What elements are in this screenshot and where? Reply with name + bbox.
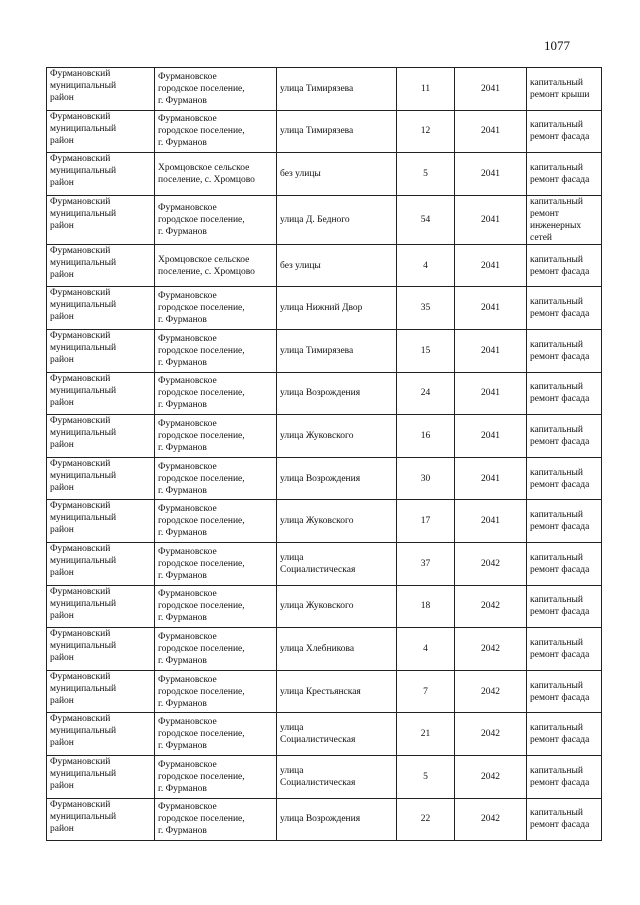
district-cell bbox=[47, 628, 155, 671]
house-number-cell bbox=[397, 68, 455, 111]
work-type-cell bbox=[527, 713, 602, 756]
settlement-cell-text: Фурмановское городское поселение, г. Фурманов bbox=[158, 418, 245, 453]
street-cell-text: улица Жуковского bbox=[280, 601, 354, 612]
work-type-cell-text: капитальный ремонт фасада bbox=[530, 339, 590, 362]
house-number-cell bbox=[397, 500, 455, 543]
settlement-cell bbox=[155, 244, 277, 287]
house-number-cell bbox=[397, 755, 455, 798]
table-row bbox=[47, 153, 602, 196]
street-cell bbox=[277, 415, 397, 458]
district-cell-text: Фурмановский муниципальный район bbox=[50, 543, 117, 578]
street-cell-text: улица Хлебникова bbox=[280, 643, 355, 654]
work-type-cell-text: капитальный ремонт фасада bbox=[530, 723, 590, 746]
settlement-cell bbox=[155, 585, 277, 628]
year-cell-text: 2041 bbox=[481, 388, 500, 399]
street-cell-text: улица Возрождения bbox=[280, 473, 361, 484]
work-type-cell-text: капитальный ремонт фасада bbox=[530, 510, 590, 533]
district-cell-text: Фурмановский муниципальный район bbox=[50, 245, 117, 280]
settlement-cell-text: Хромцовское сельское поселение, с. Хромцово bbox=[158, 254, 255, 277]
district-cell-text: Фурмановский муниципальный район bbox=[50, 288, 117, 323]
work-type-cell-text: капитальный ремонт фасада bbox=[530, 297, 590, 320]
house-number-cell bbox=[397, 585, 455, 628]
work-type-cell bbox=[527, 542, 602, 585]
settlement-cell bbox=[155, 110, 277, 153]
year-cell-text: 2041 bbox=[481, 345, 500, 356]
district-cell-text: Фурмановский муниципальный район bbox=[50, 196, 117, 231]
street-cell bbox=[277, 457, 397, 500]
work-type-cell bbox=[527, 372, 602, 415]
table-row bbox=[47, 372, 602, 415]
house-number-cell-text: 4 bbox=[423, 643, 428, 654]
street-cell-text: улица Тимирязева bbox=[280, 83, 354, 94]
table-row bbox=[47, 195, 602, 244]
year-cell-text: 2041 bbox=[481, 473, 500, 484]
street-cell bbox=[277, 500, 397, 543]
district-cell bbox=[47, 195, 155, 244]
table-row bbox=[47, 628, 602, 671]
district-cell-text: Фурмановский муниципальный район bbox=[50, 154, 117, 189]
street-cell bbox=[277, 153, 397, 196]
work-type-cell-text: капитальный ремонт крыши bbox=[530, 77, 590, 100]
work-type-cell bbox=[527, 798, 602, 841]
year-cell bbox=[455, 713, 527, 756]
street-cell-text: улица Тимирязева bbox=[280, 126, 354, 137]
district-cell bbox=[47, 670, 155, 713]
settlement-cell bbox=[155, 755, 277, 798]
table-body bbox=[47, 68, 602, 841]
page-number: 1077 bbox=[544, 38, 570, 53]
year-cell-text: 2041 bbox=[481, 516, 500, 527]
settlement-cell-text: Фурмановское городское поселение, г. Фурманов bbox=[158, 631, 245, 666]
settlement-cell bbox=[155, 287, 277, 330]
house-number-cell bbox=[397, 457, 455, 500]
table-row bbox=[47, 798, 602, 841]
settlement-cell bbox=[155, 153, 277, 196]
street-cell-text: улица Социалистическая bbox=[280, 552, 356, 575]
repair-schedule-table bbox=[46, 67, 602, 841]
house-number-cell-text: 12 bbox=[420, 126, 431, 137]
district-cell-text: Фурмановский муниципальный район bbox=[50, 671, 117, 706]
street-cell bbox=[277, 329, 397, 372]
house-number-cell bbox=[397, 372, 455, 415]
settlement-cell-text: Фурмановское городское поселение, г. Фурманов bbox=[158, 71, 245, 106]
work-type-cell-text: капитальный ремонт фасада bbox=[530, 808, 590, 831]
settlement-cell-text: Фурмановское городское поселение, г. Фурманов bbox=[158, 291, 245, 326]
work-type-cell bbox=[527, 110, 602, 153]
table-row bbox=[47, 329, 602, 372]
settlement-cell bbox=[155, 713, 277, 756]
work-type-cell bbox=[527, 585, 602, 628]
work-type-cell bbox=[527, 287, 602, 330]
settlement-cell bbox=[155, 68, 277, 111]
house-number-cell-text: 11 bbox=[420, 83, 431, 94]
year-cell bbox=[455, 542, 527, 585]
work-type-cell bbox=[527, 415, 602, 458]
table-row bbox=[47, 500, 602, 543]
year-cell-text: 2042 bbox=[481, 814, 500, 825]
table-row bbox=[47, 415, 602, 458]
year-cell bbox=[455, 372, 527, 415]
district-cell bbox=[47, 457, 155, 500]
house-number-cell bbox=[397, 244, 455, 287]
settlement-cell-text: Фурмановское городское поселение, г. Фурманов bbox=[158, 674, 245, 709]
settlement-cell bbox=[155, 329, 277, 372]
work-type-cell bbox=[527, 457, 602, 500]
house-number-cell bbox=[397, 329, 455, 372]
table-row bbox=[47, 755, 602, 798]
settlement-cell bbox=[155, 372, 277, 415]
work-type-cell bbox=[527, 329, 602, 372]
street-cell bbox=[277, 628, 397, 671]
year-cell-text: 2041 bbox=[481, 83, 500, 94]
house-number-cell-text: 22 bbox=[420, 814, 431, 825]
settlement-cell bbox=[155, 628, 277, 671]
table-row bbox=[47, 244, 602, 287]
district-cell bbox=[47, 287, 155, 330]
district-cell bbox=[47, 372, 155, 415]
year-cell bbox=[455, 500, 527, 543]
house-number-cell-text: 18 bbox=[420, 601, 431, 612]
settlement-cell bbox=[155, 542, 277, 585]
street-cell-text: улица Жуковского bbox=[280, 430, 354, 441]
street-cell bbox=[277, 244, 397, 287]
house-number-cell bbox=[397, 110, 455, 153]
district-cell bbox=[47, 415, 155, 458]
district-cell bbox=[47, 244, 155, 287]
table-row bbox=[47, 457, 602, 500]
settlement-cell-text: Фурмановское городское поселение, г. Фурманов bbox=[158, 461, 245, 496]
district-cell-text: Фурмановский муниципальный район bbox=[50, 458, 117, 493]
year-cell-text: 2041 bbox=[481, 430, 500, 441]
district-cell-text: Фурмановский муниципальный район bbox=[50, 799, 117, 834]
house-number-cell bbox=[397, 287, 455, 330]
work-type-cell-text: капитальный ремонт фасада bbox=[530, 595, 590, 618]
settlement-cell-text: Хромцовское сельское поселение, с. Хромцово bbox=[158, 162, 255, 185]
street-cell bbox=[277, 713, 397, 756]
house-number-cell bbox=[397, 670, 455, 713]
district-cell-text: Фурмановский муниципальный район bbox=[50, 69, 117, 103]
year-cell-text: 2041 bbox=[481, 303, 500, 314]
work-type-cell-text: капитальный ремонт фасада bbox=[530, 254, 590, 277]
street-cell bbox=[277, 110, 397, 153]
district-cell-text: Фурмановский муниципальный район bbox=[50, 373, 117, 408]
year-cell bbox=[455, 457, 527, 500]
settlement-cell-text: Фурмановское городское поселение, г. Фурманов bbox=[158, 759, 245, 794]
house-number-cell bbox=[397, 195, 455, 244]
year-cell-text: 2042 bbox=[481, 601, 500, 612]
district-cell-text: Фурмановский муниципальный район bbox=[50, 111, 117, 146]
street-cell-text: улица Д. Бедного bbox=[280, 214, 350, 225]
district-cell bbox=[47, 153, 155, 196]
district-cell-text: Фурмановский муниципальный район bbox=[50, 330, 117, 365]
street-cell bbox=[277, 798, 397, 841]
street-cell-text: улица Тимирязева bbox=[280, 345, 354, 356]
work-type-cell-text: капитальный ремонт фасада bbox=[530, 552, 590, 575]
house-number-cell bbox=[397, 542, 455, 585]
work-type-cell bbox=[527, 195, 602, 244]
street-cell-text: улица Социалистическая bbox=[280, 765, 356, 788]
district-cell bbox=[47, 542, 155, 585]
table-row bbox=[47, 110, 602, 153]
settlement-cell-text: Фурмановское городское поселение, г. Фурманов bbox=[158, 717, 245, 752]
street-cell bbox=[277, 542, 397, 585]
settlement-cell-text: Фурмановское городское поселение, г. Фурманов bbox=[158, 376, 245, 411]
street-cell-text: улица Возрождения bbox=[280, 388, 361, 399]
district-cell-text: Фурмановский муниципальный район bbox=[50, 416, 117, 451]
work-type-cell-text: капитальный ремонт фасада bbox=[530, 680, 590, 703]
year-cell-text: 2042 bbox=[481, 771, 500, 782]
year-cell bbox=[455, 110, 527, 153]
district-cell bbox=[47, 329, 155, 372]
street-cell-text: улица Возрождения bbox=[280, 814, 361, 825]
year-cell bbox=[455, 244, 527, 287]
street-cell-text: улица Крестьянская bbox=[280, 686, 361, 697]
year-cell-text: 2042 bbox=[481, 558, 500, 569]
table-row bbox=[47, 68, 602, 111]
year-cell bbox=[455, 798, 527, 841]
settlement-cell-text: Фурмановское городское поселение, г. Фурманов bbox=[158, 114, 245, 149]
district-cell bbox=[47, 755, 155, 798]
table-row bbox=[47, 713, 602, 756]
work-type-cell bbox=[527, 500, 602, 543]
settlement-cell-text: Фурмановское городское поселение, г. Фурманов bbox=[158, 333, 245, 368]
year-cell bbox=[455, 287, 527, 330]
table-row bbox=[47, 287, 602, 330]
district-cell bbox=[47, 68, 155, 111]
year-cell-text: 2041 bbox=[481, 168, 500, 179]
work-type-cell-text: капитальный ремонт фасада bbox=[530, 765, 590, 788]
settlement-cell bbox=[155, 415, 277, 458]
house-number-cell bbox=[397, 153, 455, 196]
house-number-cell bbox=[397, 798, 455, 841]
district-cell bbox=[47, 713, 155, 756]
house-number-cell bbox=[397, 415, 455, 458]
work-type-cell-text: капитальный ремонт фасада bbox=[530, 637, 590, 660]
work-type-cell bbox=[527, 628, 602, 671]
year-cell bbox=[455, 755, 527, 798]
house-number-cell bbox=[397, 713, 455, 756]
year-cell bbox=[455, 628, 527, 671]
work-type-cell-text: капитальный ремонт фасада bbox=[530, 467, 590, 490]
year-cell bbox=[455, 153, 527, 196]
street-cell bbox=[277, 195, 397, 244]
street-cell bbox=[277, 68, 397, 111]
year-cell bbox=[455, 195, 527, 244]
district-cell-text: Фурмановский муниципальный район bbox=[50, 501, 117, 536]
table-row bbox=[47, 670, 602, 713]
district-cell-text: Фурмановский муниципальный район bbox=[50, 714, 117, 749]
settlement-cell bbox=[155, 500, 277, 543]
year-cell bbox=[455, 670, 527, 713]
house-number-cell-text: 54 bbox=[420, 214, 431, 225]
work-type-cell-text: капитальный ремонт инженерных сетей bbox=[530, 196, 583, 243]
house-number-cell bbox=[397, 628, 455, 671]
district-cell-text: Фурмановский муниципальный район bbox=[50, 756, 117, 791]
district-cell-text: Фурмановский муниципальный район bbox=[50, 586, 117, 621]
year-cell bbox=[455, 329, 527, 372]
house-number-cell-text: 15 bbox=[420, 345, 431, 356]
settlement-cell-text: Фурмановское городское поселение, г. Фурманов bbox=[158, 202, 245, 237]
house-number-cell-text: 5 bbox=[423, 168, 428, 179]
house-number-cell-text: 24 bbox=[420, 388, 431, 399]
street-cell bbox=[277, 372, 397, 415]
house-number-cell-text: 5 bbox=[423, 771, 428, 782]
settlement-cell-text: Фурмановское городское поселение, г. Фурманов bbox=[158, 802, 245, 837]
work-type-cell bbox=[527, 670, 602, 713]
settlement-cell bbox=[155, 670, 277, 713]
work-type-cell-text: капитальный ремонт фасада bbox=[530, 382, 590, 405]
house-number-cell-text: 16 bbox=[420, 430, 431, 441]
street-cell bbox=[277, 585, 397, 628]
year-cell-text: 2041 bbox=[481, 214, 500, 225]
year-cell bbox=[455, 68, 527, 111]
district-cell bbox=[47, 798, 155, 841]
year-cell-text: 2042 bbox=[481, 729, 500, 740]
work-type-cell-text: капитальный ремонт фасада bbox=[530, 120, 590, 143]
year-cell bbox=[455, 585, 527, 628]
district-cell bbox=[47, 110, 155, 153]
street-cell bbox=[277, 287, 397, 330]
district-cell bbox=[47, 585, 155, 628]
table-row bbox=[47, 542, 602, 585]
district-cell bbox=[47, 500, 155, 543]
year-cell-text: 2041 bbox=[481, 260, 500, 271]
year-cell-text: 2042 bbox=[481, 686, 500, 697]
house-number-cell-text: 30 bbox=[420, 473, 431, 484]
house-number-cell-text: 37 bbox=[420, 558, 431, 569]
district-cell-text: Фурмановский муниципальный район bbox=[50, 629, 117, 664]
settlement-cell-text: Фурмановское городское поселение, г. Фурманов bbox=[158, 504, 245, 539]
settlement-cell bbox=[155, 457, 277, 500]
table-row bbox=[47, 585, 602, 628]
settlement-cell-text: Фурмановское городское поселение, г. Фурманов bbox=[158, 589, 245, 624]
work-type-cell-text: капитальный ремонт фасада bbox=[530, 162, 590, 185]
settlement-cell bbox=[155, 798, 277, 841]
street-cell-text: без улицы bbox=[280, 168, 321, 179]
work-type-cell bbox=[527, 244, 602, 287]
settlement-cell-text: Фурмановское городское поселение, г. Фурманов bbox=[158, 546, 245, 581]
street-cell-text: без улицы bbox=[280, 260, 321, 271]
house-number-cell-text: 35 bbox=[420, 303, 431, 314]
street-cell-text: улица Жуковского bbox=[280, 516, 354, 527]
settlement-cell bbox=[155, 195, 277, 244]
street-cell bbox=[277, 755, 397, 798]
work-type-cell bbox=[527, 68, 602, 111]
street-cell-text: улица Нижний Двор bbox=[280, 303, 363, 314]
street-cell-text: улица Социалистическая bbox=[280, 723, 356, 746]
house-number-cell-text: 7 bbox=[423, 686, 428, 697]
house-number-cell-text: 4 bbox=[423, 260, 428, 271]
street-cell bbox=[277, 670, 397, 713]
house-number-cell-text: 17 bbox=[420, 516, 431, 527]
work-type-cell-text: капитальный ремонт фасада bbox=[530, 424, 590, 447]
year-cell-text: 2042 bbox=[481, 643, 500, 654]
year-cell-text: 2041 bbox=[481, 126, 500, 137]
year-cell bbox=[455, 415, 527, 458]
house-number-cell-text: 21 bbox=[420, 729, 431, 740]
work-type-cell bbox=[527, 153, 602, 196]
work-type-cell bbox=[527, 755, 602, 798]
